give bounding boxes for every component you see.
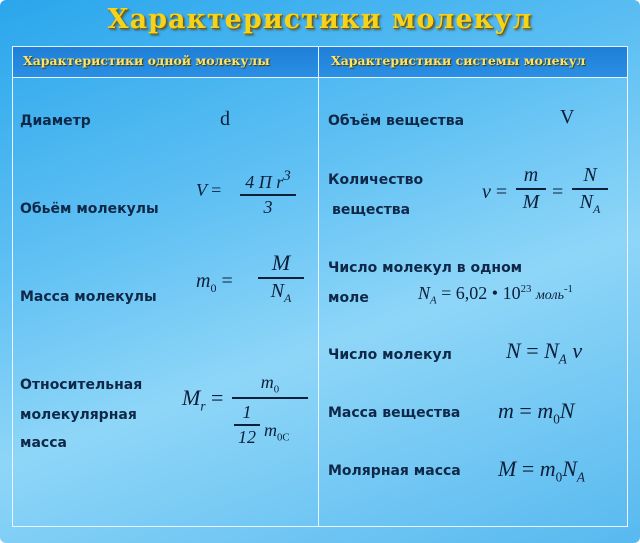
column-divider [318,46,319,526]
right-mass-label: Масса вещества [328,405,461,421]
right-avogadro-label-1: Число молекул в одном [328,260,523,276]
right-avogadro-formula: $N_A = 6,02$ • $10^{23}$ моль$^{-1}$ [418,283,573,307]
left-relative-den-tail: $m_{0C}$ [264,420,290,444]
table-header [12,46,628,78]
right-amount-eq2: = [552,181,564,203]
right-amount-label-2: вещества [332,202,411,218]
left-relative-label-2: молекулярная [20,407,137,423]
left-diameter-label: Диаметр [20,113,91,129]
right-count-formula: $N = N_A$ ν [506,338,583,367]
right-amount-label-1: Количество [328,172,424,188]
left-volume-formula: V = [196,180,222,200]
left-relative-label-3: масса [20,435,67,451]
right-volume-label: Объём вещества [328,113,465,129]
header-left: Характеристики одной молекулы [23,53,270,68]
right-amount-fraction-1: m M [516,164,546,214]
slide-title: Характеристики молекул [107,4,533,35]
right-amount-formula: ν = [482,181,508,203]
right-mass-formula: $m = m_0N$ [498,398,575,427]
right-molar-formula: $M = m_0N_A$ [498,456,585,485]
left-volume-fraction: 4 П $r^3$ 3 [240,168,296,218]
left-relative-fraction: $m_0$ [232,372,308,400]
left-mass-formula: $m_0$ = [196,270,233,295]
left-relative-formula: $M_r$ = [182,385,224,414]
left-volume-label: Обьём молекулы [20,201,159,217]
left-relative-label-1: Относительная [20,377,143,393]
right-molar-label: Молярная масса [328,463,461,479]
left-diameter-formula: d [220,108,230,130]
right-amount-fraction-2: N $N_A$ [572,164,608,217]
left-relative-inner-fraction: 1 12 [234,402,260,448]
header-right: Характеристики системы молекул [331,53,586,68]
right-count-label: Число молекул [328,347,452,363]
right-volume-formula: V [560,106,575,128]
right-avogadro-label-2: моле [328,290,369,306]
left-mass-fraction: M $N_A$ [258,250,304,306]
left-mass-label: Масса молекулы [20,289,157,305]
